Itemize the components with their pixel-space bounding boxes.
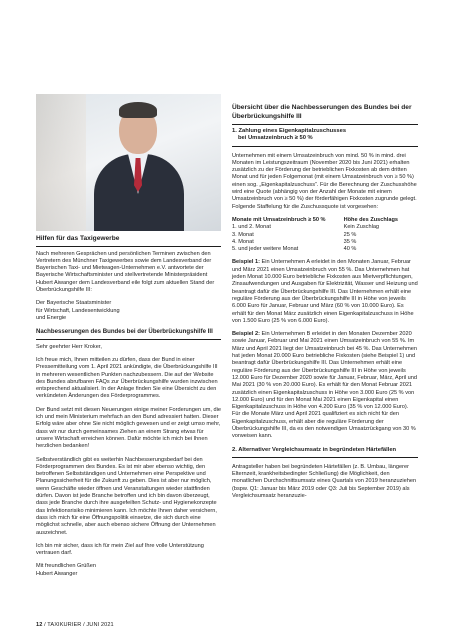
surcharge-table [232,217,418,253]
photo-hair [119,102,157,118]
table-row [232,239,418,246]
letter-paragraph-4: Ich bin mir sicher, dass ich für mein Ziel auf Ihre volle Unterstützung vertrauen darf. [36,542,204,557]
section-1-title-line-1: 1. Zahlung eines Eigenkapitalzuschusses [232,128,347,134]
sender-line-3: und Energie [36,314,67,321]
example-2-text: Ein Unternehmen B erleidet in den Monaten Dezember 2020 sowie Januar, Februar und Mai 2021 einen Umsatzeinbruch von 55 %. Im März und April 2021 liegt der Umsatzeinbruch bei 45 %. Das Unternehmen hat jeden Monat 20.000 Euro betriebliche Fixkosten (siehe Beispiel 1) und beantragt dafür Überbrückungshilfe III. Das Unternehmen erhält eine reguläre Förderung aus der Überbrückungshilfe III in Höhe von jeweils 12.000 Euro für Dezember 2020 sowie für Januar, Februar, März, April und Mai 2021 (30 % von 20.000 Euro). Es erhält für den Monat Februar 2021 zusätzlich einen Eigenkapitalzuschuss in Höhe von 3.000 Euro (25 % von 12.000 Euro) und für den Monat Mai 2021 einen Eigenkapital einen Eigenkapitalzuschuss in Höhe von 4.200 Euro (35 % von 12.000 Euro). Für die Monate März und April 2021 qualifiziert es sich nicht für den Eigenkapitalzuschuss, erhält aber die reguläre Förderung der Überbrückungshilfe III, da es den notwendigen Umsatzrückgang von 30 % vorweisen kann. [232,331,418,440]
overview-title: Übersicht über die Nachbesserungen des Bundes bei der Überbrückungshilfe III [232,104,418,125]
closing-signature: Hubert Aiwanger [36,570,78,577]
salutation: Sehr geehrter Herr Kroker, [36,343,102,350]
page-footer [36,622,114,629]
letter-paragraph-2: Der Bund setzt mit diesen Neuerungen einige meiner Forderungen um, die ich und mein Ministerium mehrfach an den Bund adressiert hatten. Dieser Erfolg wäre aber ohne Sie nicht möglich gewesen und er zeigt umso mehr, dass wir nur durch gemeinsames Ziehen an einem Strang etwas für unsere Wirtschaft erreichen können. Dafür möchte ich mich bei Ihnen herzlichen bedanken! [36,406,222,450]
table-cell: 4. Monat [232,238,254,245]
closing-block [36,563,221,578]
section-1-title-line-2: bei Umsatzeinbruch ≥ 50 % [238,135,313,142]
table-row [232,224,418,231]
publication-name: / TAXIKURIER / JUNI 2021 [42,622,114,628]
example-2 [232,331,418,440]
letter-paragraph-1: Ich freue mich, Ihnen mitteilen zu dürfen, dass der Bund in einer Pressemitteilung vom 1. April 2021 ankündigte, die Überbrückungshilfe III in mehreren wesentlichen Punkten nachzubessern. Die auf der Website des Bundes abrufbaren FAQs zur Überbrückungshilfe wurden inzwischen entsprechend aktualisiert. In der Anlage finden Sie eine Übersicht zu den verkündeten Änderungen des Förderprogrammes. [36,356,218,400]
portrait-photo [36,94,221,231]
example-1-label: Beispiel 1: [232,259,260,266]
section-2-text: Antragsteller haben bei begründeten Härtefällen (z. B. Umbau, längerer Elternzeit, krankheitsbedingter Schließung) die Möglichkeit, den monatlichen Durchschnittsumsatz eines Quartals von 2019 heranzuziehen (bspw. Q1: Januar bis März 2019 oder Q3: Juli bis September 2019) als Vergleichsumsatz heranzuzie- [232,463,417,500]
table-cell: 1. und 2. Monat [232,224,271,231]
sender-line-1: Der Bayerische Staatsminister [36,300,112,307]
closing-greeting: Mit freundlichen Grüßen [36,563,97,570]
table-cell: 5. und jeder weitere Monat [232,246,299,253]
sender-line-2: für Wirtschaft, Landesentwicklung [36,307,120,314]
section-1-title [232,128,418,147]
photo-background [36,94,86,231]
page-number: 12 [36,622,43,628]
article-title: Hilfen für das Taxigewerbe [36,235,221,247]
table-row [232,246,418,253]
table-header-months: Monate mit Umsatzeinbruch ≥ 50 % [232,216,326,223]
section-1-text: Unternehmen mit einem Umsatzeinbruch von mind. 50 % in mind. drei Monaten im Leistungszeitraum (November 2020 bis Juni 2021) erhalten zusätzlich zu der Förderung der betrieblichen Fixkosten ab dem dritten Monat und für jeden Folgemonat (mit einem Umsatzeinbruch von ≥ 50 %) einen sog. „Eigenkapitalzuschuss“. Für die Berechnung der Zuschusshöhe wird eine Quote (abhängig von der Anzahl der Monate mit einem Umsatzeinbruch von ≥ 50 %) der förderfähigen Fixkosten zugrunde gelegt. Folgende Staffelung für die Zuschussquote ist vorgesehen: [232,152,417,210]
letter-title: Nachbesserungen des Bundes bei der Überbrückungshilfe III [36,328,221,340]
intro-paragraph: Nach mehreren Gesprächen und persönlichen Terminen zwischen den Vertretern des Münchner Taxigewerbes sowie dem Landesverband der Bayerischen Taxi- und Mietwagen-Unternehmen e.V. antwortete der Bayerische Wirtschaftsminister und stellvertretende Ministerpräsident Hubert Aiwanger dem Landesverband eile folgt zum aktuellen Stand der Überbrückungshilfe III: [36,250,215,293]
table-cell: 35 % [343,238,357,245]
example-1 [232,259,418,325]
left-column [36,235,221,578]
table-header-amount: Höhe des Zuschlags [343,216,398,223]
example-1-text: Ein Unternehmen A erleidet in den Monaten Januar, Februar und März 2021 einen Umsatzeinbruch von 55 %. Das Unternehmen hat jeden Monat 10.000 Euro betriebliche Fixkosten aus Mietverpflichtungen, Zinsaufwendungen und Ausgaben für Elektrizität, Wasser und Heizung und beantragt dafür die Überbrückungshilfe III. Das Unternehmen erhält eine reguläre Förderung aus der Überbrückungshilfe III in Höhe von jeweils 6.000 Euro für Januar, Februar und März (60 % von 10.000 Euro). Es erhält für den Monat März zusätzlich einen Eigenkapitalzuschuss in Höhe von 1.500 Euro (25 % von 6.000 Euro). [232,259,418,324]
example-2-label: Beispiel 2: [232,331,260,338]
table-cell: 40 % [343,246,357,253]
sender-block [36,300,221,322]
table-cell: Kein Zuschlag [343,224,380,231]
table-header-row [232,217,418,224]
letter-paragraph-3: Selbstverständlich gibt es weiterhin Nachbesserungsbedarf bei den Förderprogrammen des Bundes. Es ist mir aber ebenso wichtig, den betroffenen Selbstständigen und Unternehmen eine Perspektive und Planungssicherheit für die Zukunft zu geben. Dies ist aber nur möglich, wenn Geschäfte wieder öffnen und Veranstaltungen wieder stattfinden dürfen. Davon ist jede Branche betroffen und ich bin davon überzeugt, dass jede Branche durch ihre ausgefeilten Schutz- und Hygienekonzepte das Infektionsrisiko minimieren kann. Ich möchte Ihnen daher versichern, dass ich mich für eine Öffnungspolitik einsetze, die sich durch eine möglichst schnelle, aber auch ebenso sichere Öffnung der Unternehmen auszeichnet. [36,456,217,536]
table-cell: 25 % [343,231,357,238]
table-cell: 3. Monat [232,231,254,238]
section-2-title: 2. Alternativer Vergleichsumsatz in begründeten Härtefällen [232,447,418,458]
right-column [232,104,418,500]
table-row [232,232,418,239]
